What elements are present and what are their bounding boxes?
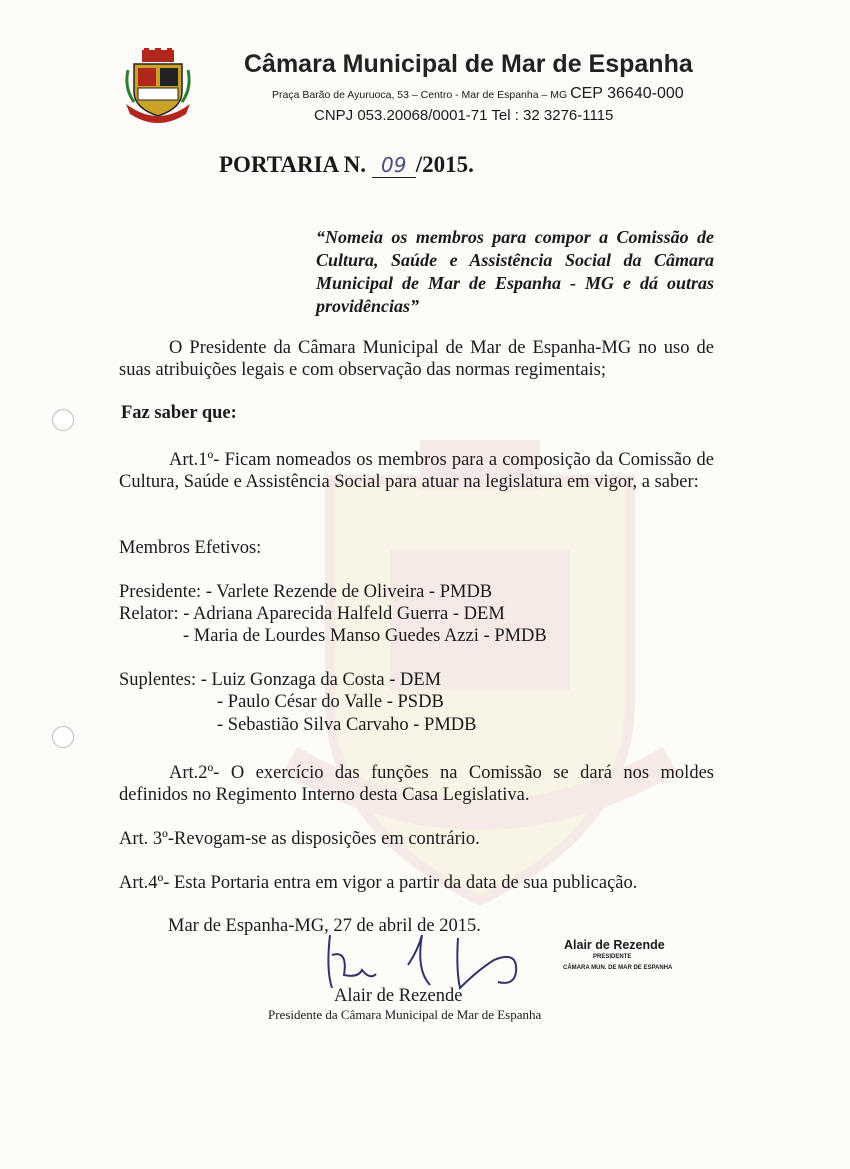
suplente-2: - Paulo César do Valle - PSDB [217,692,444,712]
portaria-prefix: PORTARIA N. [219,152,366,177]
member-presidente: Presidente: - Varlete Rezende de Oliveira - PMDB [119,582,493,602]
article-3: Art. 3º-Revogam-se as disposições em contrário. [119,829,480,849]
cep-text: CEP 36640-000 [570,85,684,102]
signatory-name: Alair de Rezende [334,986,463,1006]
coat-of-arms-icon [124,48,192,124]
article-2: Art.2º- O exercício das funções na Comissão se dará nos moldes definidos no Regimento Interno desta Casa Legislativa. [119,763,714,805]
stamp-name: Alair de Rezende [564,938,665,952]
portaria-heading [219,152,474,178]
portaria-suffix: /2015. [415,152,474,177]
address-text: Praça Barão de Ayuruoca, 53 – Centro - Mar de Espanha – MG [272,89,568,101]
suplente-3: - Sebastião Silva Carvaho - PMDB [217,715,477,735]
member-relator: Relator: - Adriana Aparecida Halfeld Guerra - DEM [119,604,505,624]
ementa: “Nomeia os membros para compor a Comissão de Cultura, Saúde e Assistência Social da Câmara Municipal de Mar de Espanha - MG e dá outras providências” [316,227,714,316]
suplente-1: Suplentes: - Luiz Gonzaga da Costa - DEM [119,670,442,690]
portaria-number: 09 [372,153,416,178]
article-4: Art.4º- Esta Portaria entra em vigor a partir da data de sua publicação. [119,873,638,893]
article-1: Art.1º- Ficam nomeados os membros para a composição da Comissão de Cultura, Saúde e Assistência Social para atuar na legislatura em vigor, a saber: [119,450,714,492]
member-relator-2: - Maria de Lourdes Manso Guedes Azzi - PMDB [183,626,547,646]
membros-label: Membros Efetivos: [119,538,262,558]
punch-hole [52,409,74,431]
faz-saber: Faz saber que: [121,403,237,423]
institution-title: Câmara Municipal de Mar de Espanha [244,50,693,78]
stamp-role: PRESIDENTE [593,954,632,960]
date-line: Mar de Espanha-MG, 27 de abril de 2015. [168,916,481,936]
institution-address [272,85,684,103]
stamp-org: CÂMARA MUN. DE MAR DE ESPANHA [563,965,673,971]
preamble: O Presidente da Câmara Municipal de Mar de Espanha-MG no uso de suas atribuições legais e com observação das normas regimentais; [119,338,714,380]
cnpj-phone: CNPJ 053.20068/0001-71 Tel : 32 3276-1115 [314,107,614,124]
punch-hole [52,726,74,748]
handwritten-signature [318,930,528,990]
signatory-title: Presidente da Câmara Municipal de Mar de Espanha [268,1007,542,1022]
